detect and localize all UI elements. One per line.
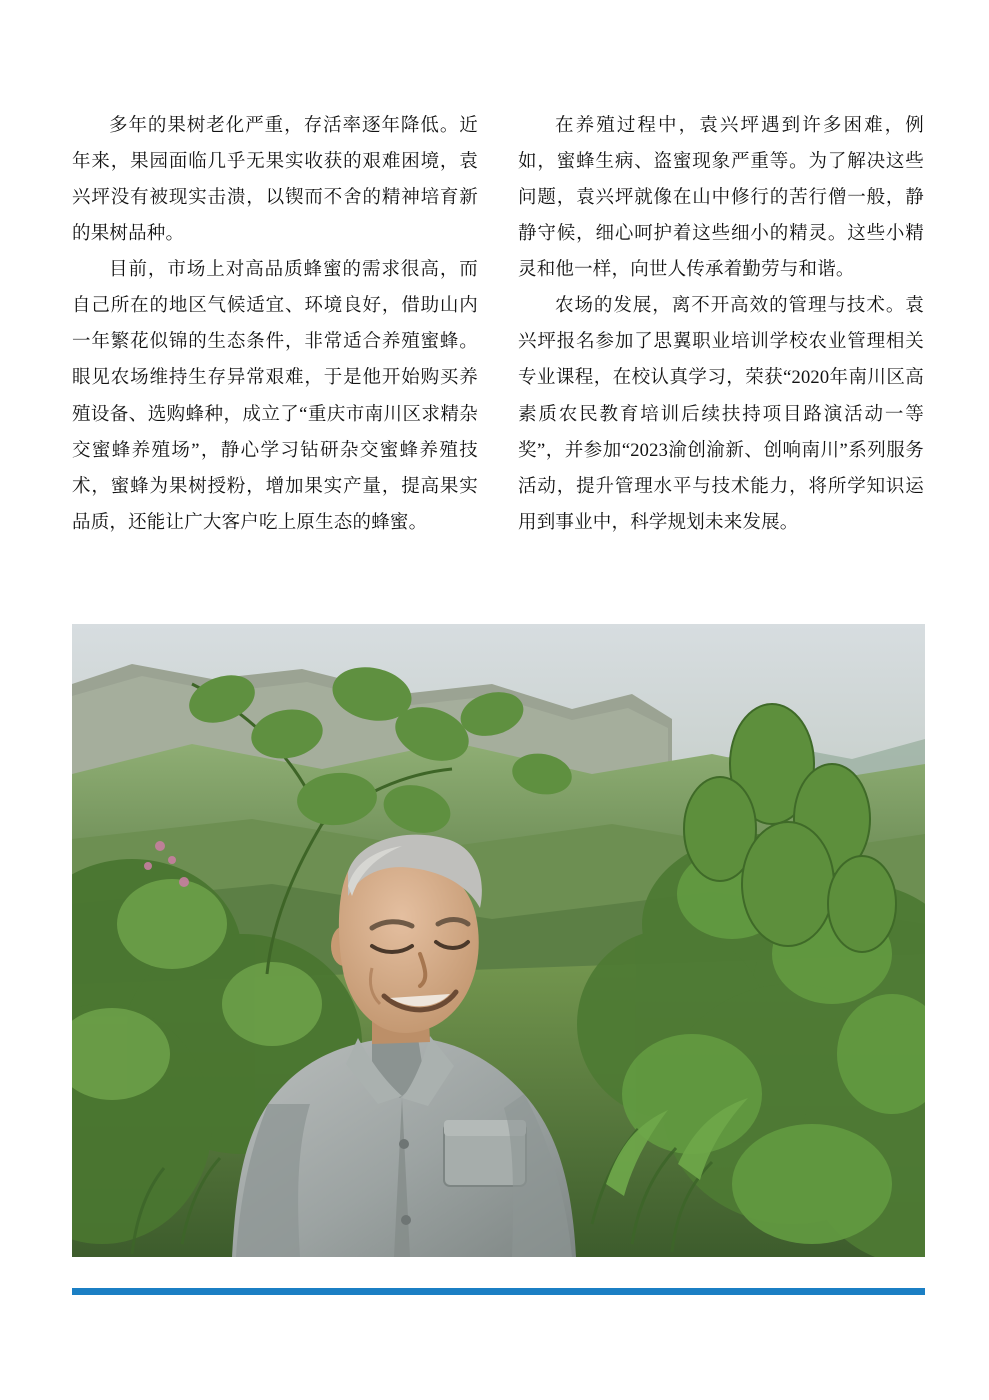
photo	[72, 624, 925, 1257]
paragraph: 目前，市场上对高品质蜂蜜的需求很高，而自己所在的地区气候适宜、环境良好，借助山内一年繁花似锦的生态条件，非常适合养殖蜜蜂。眼见农场维持生存异常艰难，于是他开始购买养殖设备、选购蜂种，成立了“重庆市南川区求精杂交蜜蜂养殖场”，静心学习钻研杂交蜜蜂养殖技术，蜜蜂为果树授粉，增加果实产量，提高果实品质，还能让广大客户吃上原生态的蜂蜜。	[72, 260, 478, 533]
paragraph: 多年的果树老化严重，存活率逐年降低。近年来，果园面临几乎无果实收获的艰难困境，袁兴坪没有被现实击溃，以锲而不舍的精神培育新的果树品种。	[72, 116, 478, 245]
left-column	[72, 108, 478, 541]
paragraph: 在养殖过程中，袁兴坪遇到许多困难，例如，蜜蜂生病、盗蜜现象严重等。为了解决这些问题，袁兴坪就像在山中修行的苦行僧一般，静静守候，细心呵护着这些细小的精灵。这些小精灵和他一样，向世人传承着勤劳与和谐。	[518, 116, 924, 281]
right-column	[518, 108, 924, 541]
paragraph: 农场的发展，离不开高效的管理与技术。袁兴坪报名参加了思翼职业培训学校农业管理相关专业课程，在校认真学习，荣获“2020年南川区高素质农民教育培训后续扶持项目路演活动一等奖”，并参加“2023渝创渝新、创响南川”系列服务活动，提升管理水平与技术能力，将所学知识运用到事业中，科学规划未来发展。	[518, 296, 924, 533]
footer-accent-rule	[72, 1288, 925, 1295]
two-column-text-block	[72, 108, 925, 541]
photo-illustration	[72, 624, 925, 1257]
